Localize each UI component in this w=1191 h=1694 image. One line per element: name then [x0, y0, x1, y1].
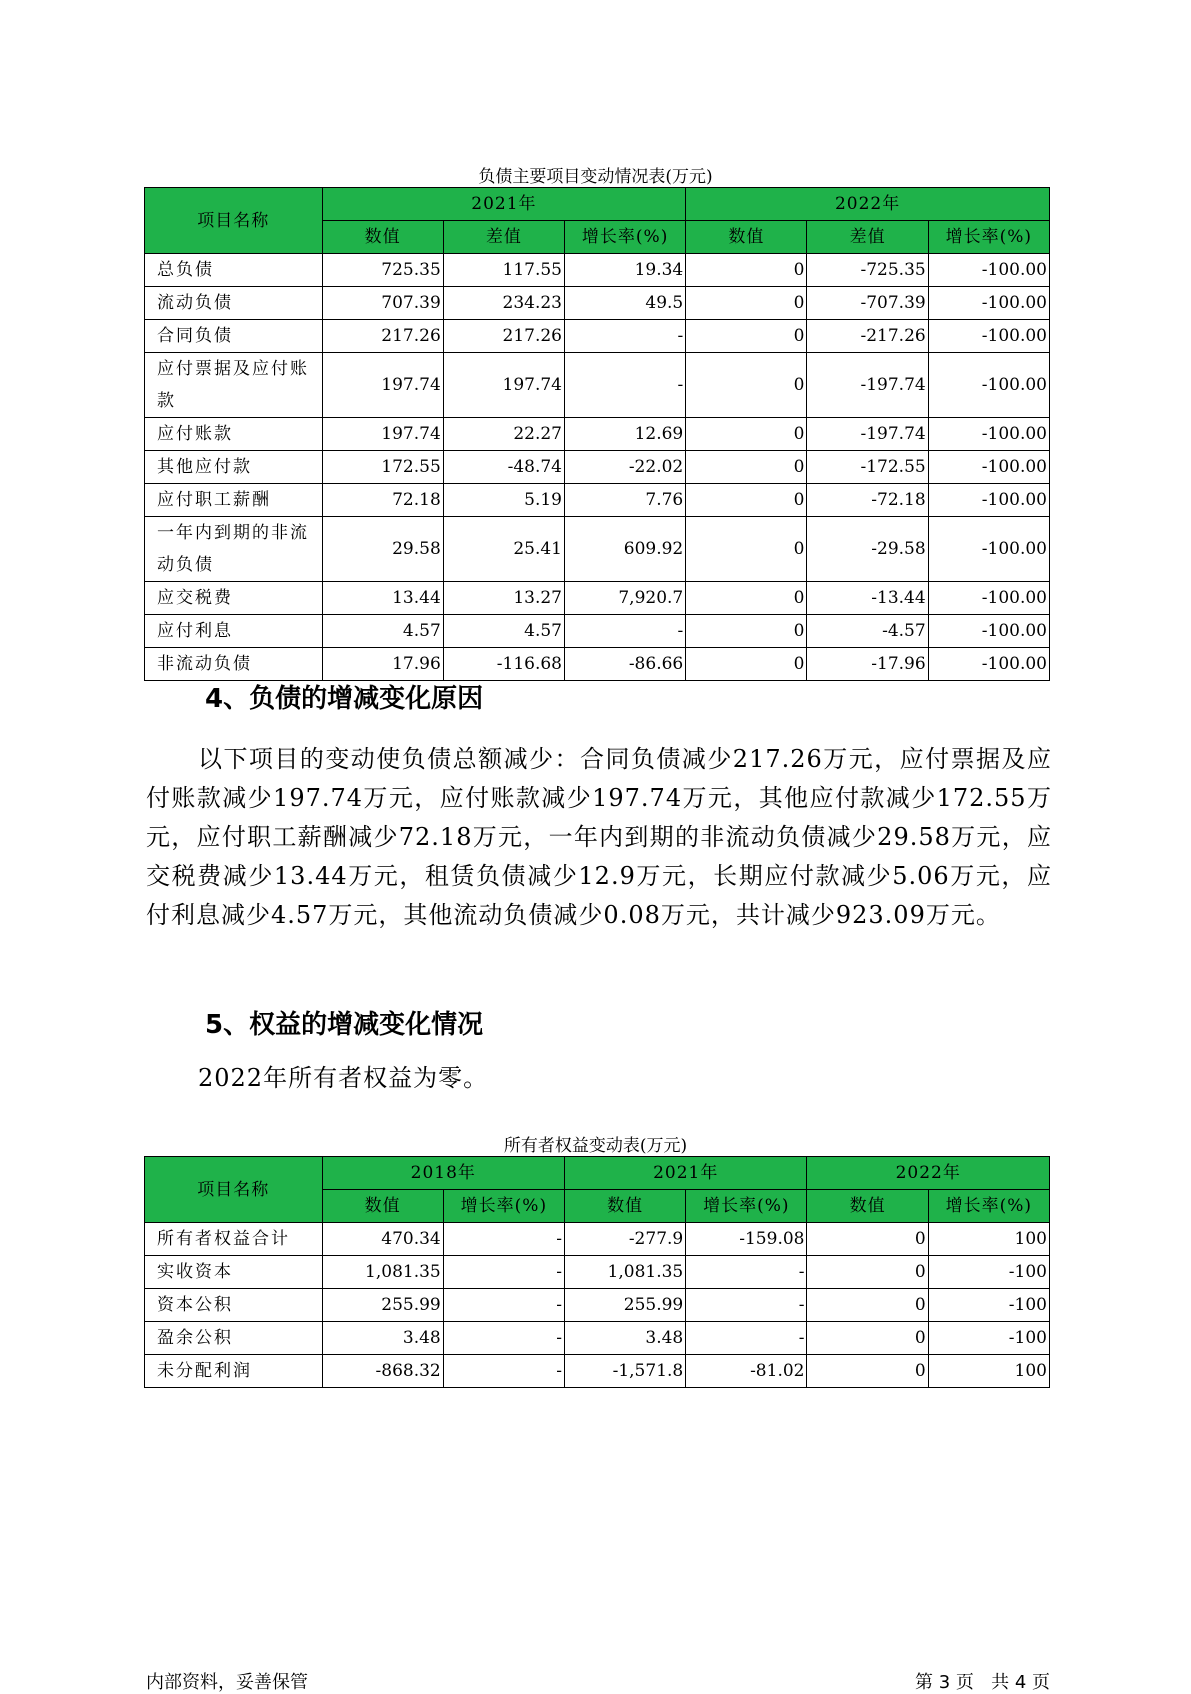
- table-row: [145, 320, 1050, 353]
- table-cell: 707.39: [322, 287, 443, 320]
- table-cell: 234.23: [443, 287, 564, 320]
- table-cell: 12.69: [565, 418, 686, 451]
- table-cell: 0: [686, 582, 807, 615]
- table-row: [145, 1289, 1050, 1322]
- table-cell: -100.00: [928, 648, 1049, 681]
- page-number: 第 3 页 共 4 页: [915, 1672, 1050, 1693]
- table-cell: -707.39: [807, 287, 928, 320]
- subheader: 差值: [807, 221, 928, 254]
- table-row: [145, 517, 1050, 582]
- group-header: 2018年: [322, 1157, 564, 1190]
- table-cell: 17.96: [322, 648, 443, 681]
- table-cell: 0: [686, 484, 807, 517]
- table-cell: -1,571.8: [565, 1355, 686, 1388]
- table-cell: 100: [928, 1355, 1049, 1388]
- column-header-item: 项目名称: [145, 188, 323, 254]
- table-row: [145, 648, 1050, 681]
- table-cell: -100.00: [928, 353, 1049, 418]
- group-header: 2021年: [565, 1157, 807, 1190]
- table-row: [145, 1223, 1050, 1256]
- table-cell: 0: [807, 1322, 928, 1355]
- table-cell: -116.68: [443, 648, 564, 681]
- table-cell: 13.27: [443, 582, 564, 615]
- table-cell: -100.00: [928, 451, 1049, 484]
- table-cell: -100.00: [928, 615, 1049, 648]
- table-cell: 3.48: [565, 1322, 686, 1355]
- table-cell: -4.57: [807, 615, 928, 648]
- table-row: [145, 582, 1050, 615]
- subheader: 增长率(%): [686, 1190, 807, 1223]
- table-cell: 172.55: [322, 451, 443, 484]
- table-cell: -725.35: [807, 254, 928, 287]
- section5-heading: 5、权益的增减变化情况: [205, 1010, 484, 1040]
- subheader: 差值: [443, 221, 564, 254]
- row-label: 应交税费: [145, 582, 323, 615]
- subheader: 数值: [686, 221, 807, 254]
- table-cell: 609.92: [565, 517, 686, 582]
- table-cell: -: [443, 1322, 564, 1355]
- table-cell: 0: [686, 320, 807, 353]
- table-cell: 4.57: [322, 615, 443, 648]
- table-cell: -277.9: [565, 1223, 686, 1256]
- liability-table: [144, 187, 1050, 681]
- section4-heading: 4、负债的增减变化原因: [205, 684, 484, 714]
- row-label: 未分配利润: [145, 1355, 323, 1388]
- liability-table-caption: 负债主要项目变动情况表(万元): [478, 167, 713, 187]
- table-cell: 22.27: [443, 418, 564, 451]
- row-label: 应付账款: [145, 418, 323, 451]
- table-cell: -29.58: [807, 517, 928, 582]
- table-cell: 7,920.7: [565, 582, 686, 615]
- table-cell: 117.55: [443, 254, 564, 287]
- row-label: 所有者权益合计: [145, 1223, 323, 1256]
- table-cell: -100: [928, 1289, 1049, 1322]
- table-cell: -100.00: [928, 287, 1049, 320]
- table-cell: -17.96: [807, 648, 928, 681]
- subheader: 增长率(%): [565, 221, 686, 254]
- table-cell: -159.08: [686, 1223, 807, 1256]
- table-cell: 100: [928, 1223, 1049, 1256]
- table-cell: 1,081.35: [565, 1256, 686, 1289]
- table-cell: -100.00: [928, 517, 1049, 582]
- table-cell: 0: [686, 353, 807, 418]
- table-cell: -: [443, 1289, 564, 1322]
- table-cell: -217.26: [807, 320, 928, 353]
- table-cell: 0: [807, 1355, 928, 1388]
- column-header-item: 项目名称: [145, 1157, 323, 1223]
- table-cell: 0: [807, 1223, 928, 1256]
- table-cell: 197.74: [322, 418, 443, 451]
- table-cell: 255.99: [565, 1289, 686, 1322]
- table-row: [145, 484, 1050, 517]
- table-cell: 197.74: [322, 353, 443, 418]
- table-cell: 0: [686, 451, 807, 484]
- table-cell: -868.32: [322, 1355, 443, 1388]
- table-cell: -: [443, 1355, 564, 1388]
- table-row: [145, 451, 1050, 484]
- group-header: 2022年: [686, 188, 1050, 221]
- row-label: 一年内到期的非流动负债: [145, 517, 323, 582]
- subheader: 增长率(%): [928, 221, 1049, 254]
- table-cell: 0: [686, 287, 807, 320]
- table-cell: -: [686, 1256, 807, 1289]
- subheader: 增长率(%): [928, 1190, 1049, 1223]
- table-cell: 470.34: [322, 1223, 443, 1256]
- section4-paragraph: 以下项目的变动使负债总额减少：合同负债减少217.26万元，应付票据及应付账款减少197.74万元，应付账款减少197.74万元，其他应付款减少172.55万元，应付职工薪酬减少72.18万元，一年内到期的非流动负债减少29.58万元，应交税费减少13.44万元，租赁负债减少12.9万元，长期应付款减少5.06万元，应付利息减少4.57万元，其他流动负债减少0.08万元，共计减少923.09万元。: [146, 745, 1052, 929]
- table-cell: -100: [928, 1322, 1049, 1355]
- table-cell: 72.18: [322, 484, 443, 517]
- table-cell: 0: [807, 1289, 928, 1322]
- row-label: 总负债: [145, 254, 323, 287]
- footer-note: 内部资料，妥善保管: [146, 1672, 308, 1693]
- table-cell: 7.76: [565, 484, 686, 517]
- table-cell: 0: [686, 615, 807, 648]
- group-header: 2022年: [807, 1157, 1050, 1190]
- table-row: [145, 287, 1050, 320]
- table-cell: 25.41: [443, 517, 564, 582]
- table-cell: -: [443, 1223, 564, 1256]
- table-cell: -197.74: [807, 353, 928, 418]
- table-cell: 0: [686, 517, 807, 582]
- table-cell: 725.35: [322, 254, 443, 287]
- table-cell: 217.26: [443, 320, 564, 353]
- table-cell: 3.48: [322, 1322, 443, 1355]
- table-cell: 197.74: [443, 353, 564, 418]
- table-row: [145, 418, 1050, 451]
- table-cell: -100.00: [928, 320, 1049, 353]
- table-row: [145, 353, 1050, 418]
- table-cell: -: [565, 353, 686, 418]
- table-cell: -13.44: [807, 582, 928, 615]
- table-cell: 1,081.35: [322, 1256, 443, 1289]
- equity-table-caption: 所有者权益变动表(万元): [503, 1136, 688, 1156]
- table-cell: 4.57: [443, 615, 564, 648]
- table-cell: -72.18: [807, 484, 928, 517]
- table-cell: 217.26: [322, 320, 443, 353]
- section5-paragraph: 2022年所有者权益为零。: [198, 1064, 489, 1092]
- equity-table-body: [145, 1223, 1050, 1388]
- subheader: 数值: [322, 221, 443, 254]
- table-row: [145, 615, 1050, 648]
- table-cell: -48.74: [443, 451, 564, 484]
- table-cell: 19.34: [565, 254, 686, 287]
- row-label: 合同负债: [145, 320, 323, 353]
- liability-table-body: [145, 254, 1050, 681]
- table-cell: 0: [686, 648, 807, 681]
- table-cell: 13.44: [322, 582, 443, 615]
- table-cell: -100.00: [928, 484, 1049, 517]
- row-label: 实收资本: [145, 1256, 323, 1289]
- table-cell: -100.00: [928, 582, 1049, 615]
- row-label: 其他应付款: [145, 451, 323, 484]
- table-cell: -: [686, 1289, 807, 1322]
- row-label: 资本公积: [145, 1289, 323, 1322]
- table-cell: 49.5: [565, 287, 686, 320]
- table-cell: -172.55: [807, 451, 928, 484]
- row-label: 流动负债: [145, 287, 323, 320]
- subheader: 数值: [807, 1190, 928, 1223]
- subheader: 增长率(%): [443, 1190, 564, 1223]
- table-cell: -: [443, 1256, 564, 1289]
- table-row: [145, 254, 1050, 287]
- row-label: 应付职工薪酬: [145, 484, 323, 517]
- row-label: 应付利息: [145, 615, 323, 648]
- row-label: 非流动负债: [145, 648, 323, 681]
- table-cell: -100.00: [928, 254, 1049, 287]
- table-row: [145, 1256, 1050, 1289]
- table-cell: 5.19: [443, 484, 564, 517]
- table-cell: -86.66: [565, 648, 686, 681]
- subheader: 数值: [322, 1190, 443, 1223]
- table-cell: -22.02: [565, 451, 686, 484]
- table-cell: -: [565, 615, 686, 648]
- row-label: 应付票据及应付账款: [145, 353, 323, 418]
- row-label: 盈余公积: [145, 1322, 323, 1355]
- group-header: 2021年: [322, 188, 686, 221]
- table-cell: -81.02: [686, 1355, 807, 1388]
- equity-table: [144, 1156, 1050, 1388]
- table-cell: -100: [928, 1256, 1049, 1289]
- table-row: [145, 1355, 1050, 1388]
- subheader: 数值: [565, 1190, 686, 1223]
- table-cell: -197.74: [807, 418, 928, 451]
- table-cell: 29.58: [322, 517, 443, 582]
- table-row: [145, 1322, 1050, 1355]
- table-cell: -: [686, 1322, 807, 1355]
- table-cell: 255.99: [322, 1289, 443, 1322]
- table-cell: 0: [686, 418, 807, 451]
- table-cell: 0: [686, 254, 807, 287]
- table-cell: -100.00: [928, 418, 1049, 451]
- table-cell: -: [565, 320, 686, 353]
- table-cell: 0: [807, 1256, 928, 1289]
